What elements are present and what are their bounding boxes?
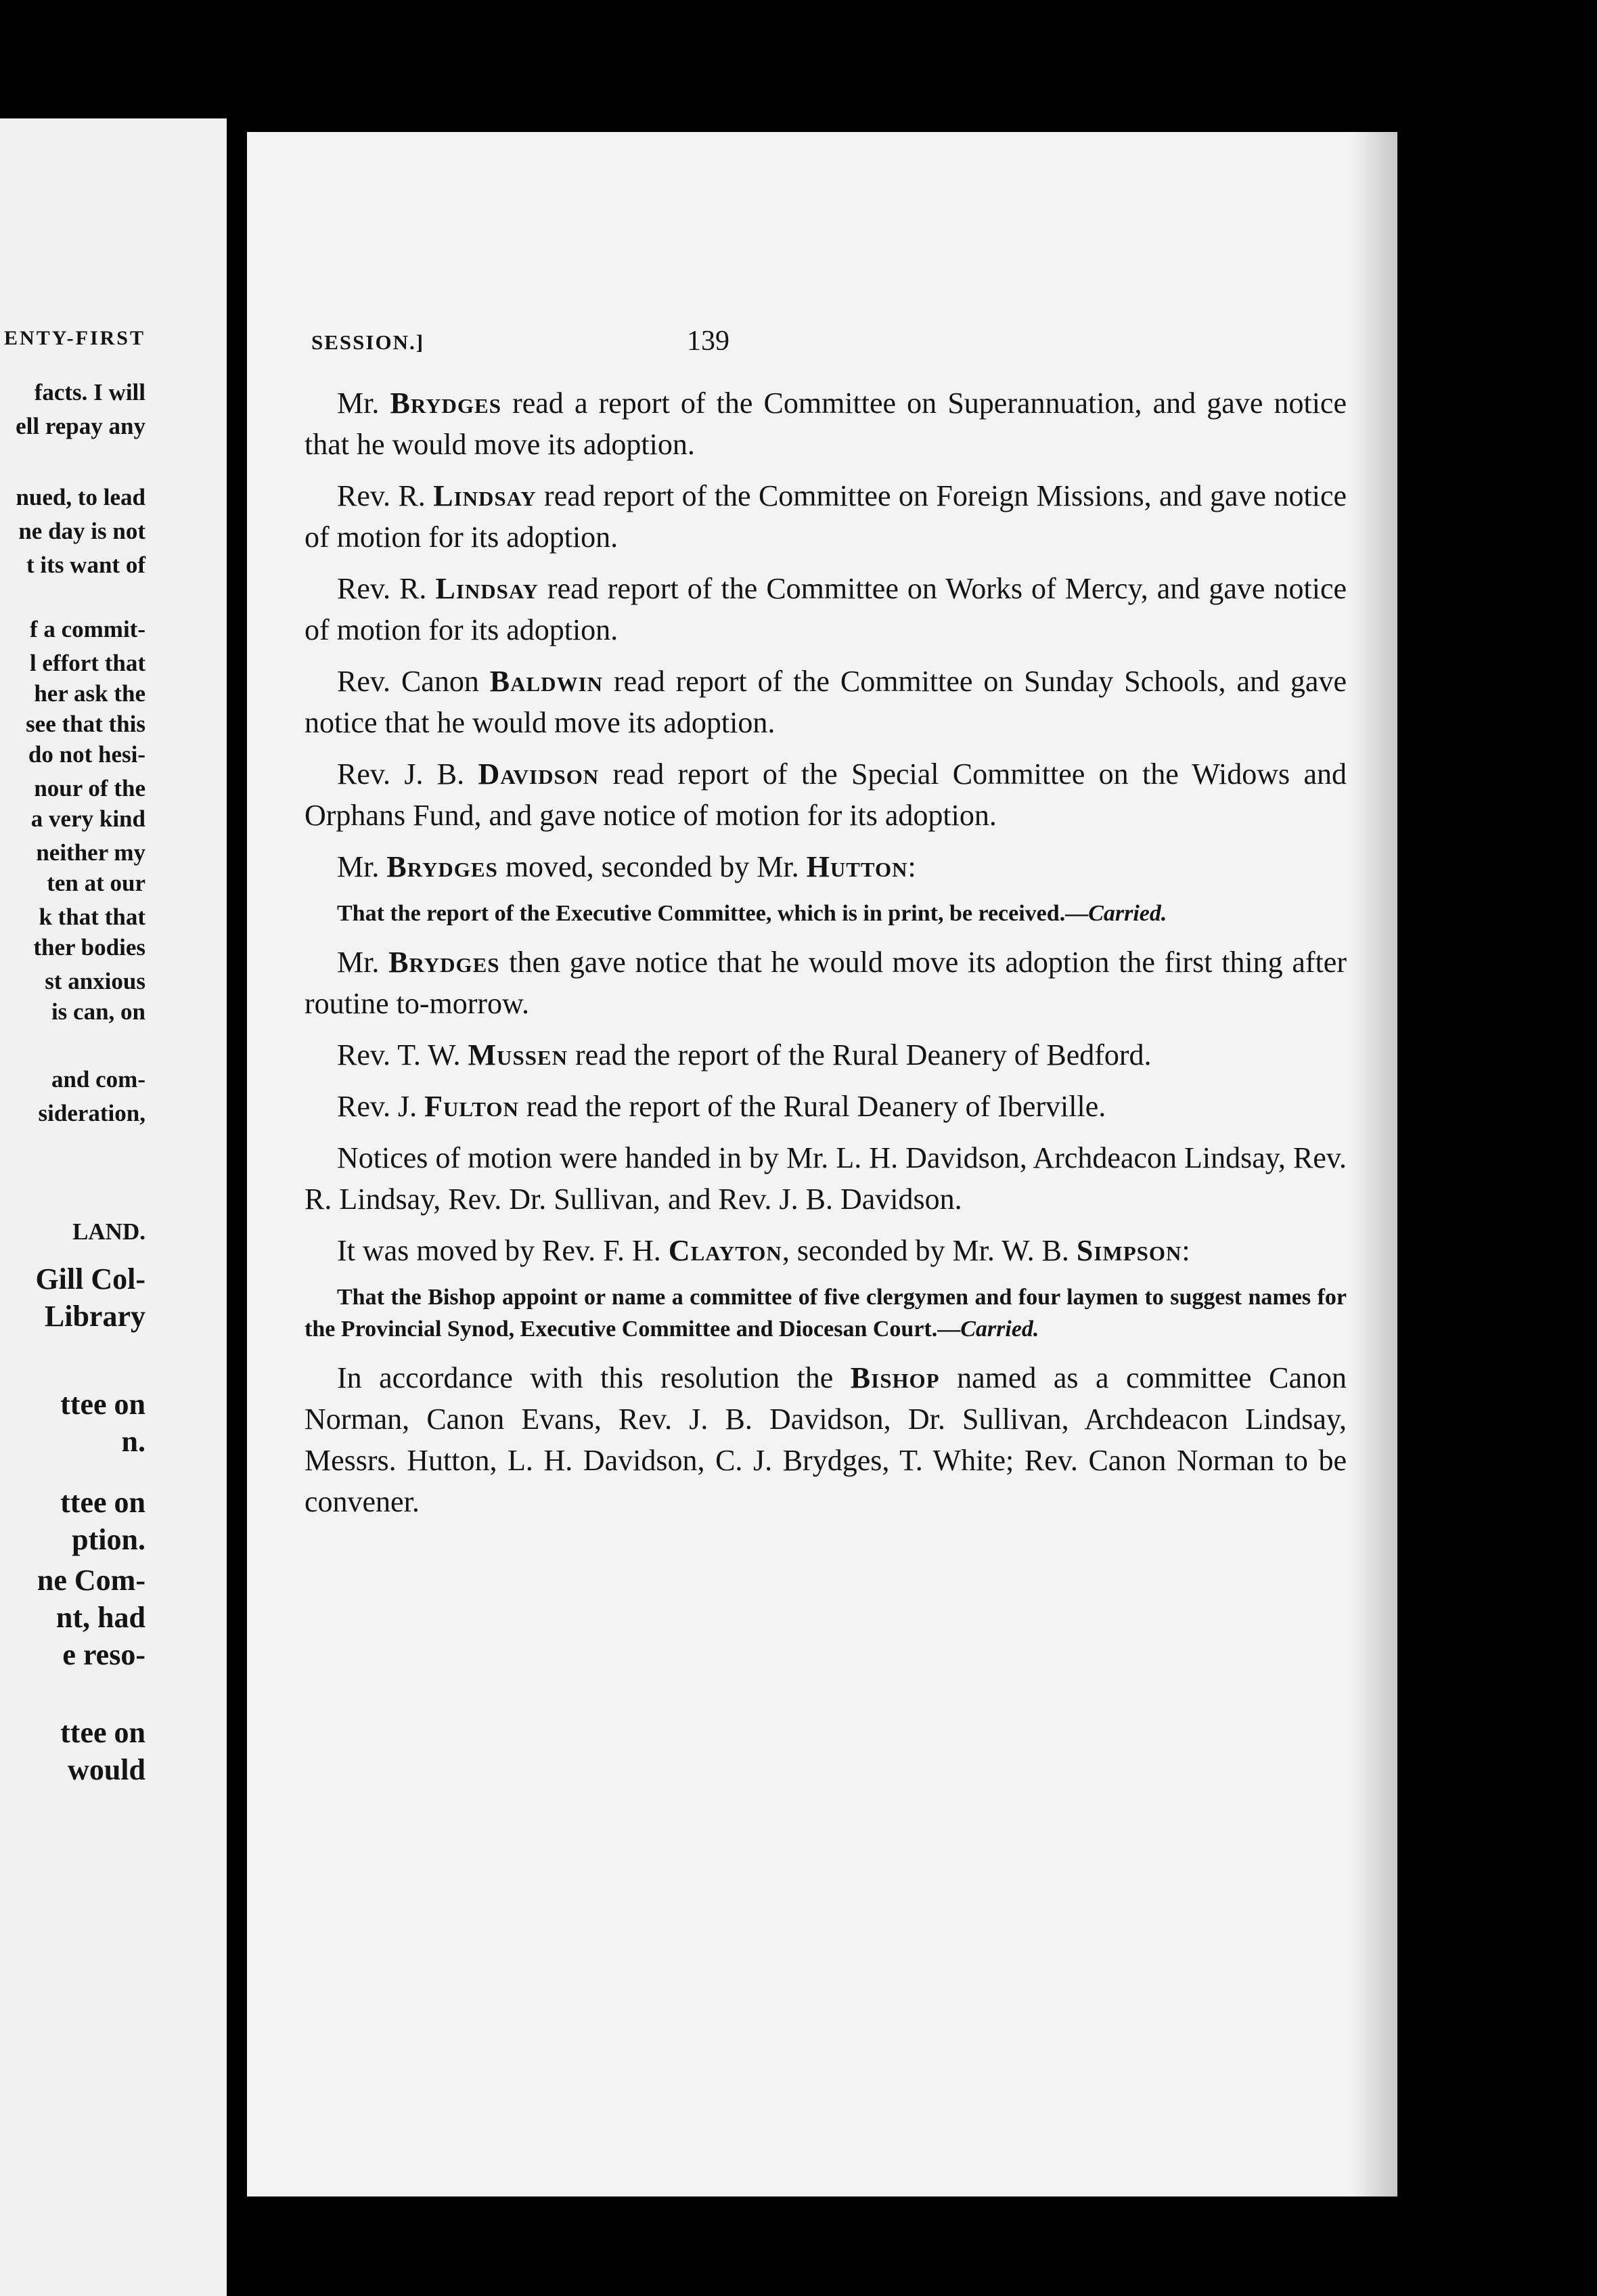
left-line: nued, to lead xyxy=(16,484,145,510)
left-line: t its want of xyxy=(26,552,145,578)
paragraph: Mr. Brydges then gave notice that he would move its adoption the first thing after routine to-morrow. xyxy=(305,946,1347,1020)
left-line: her ask the xyxy=(34,680,145,707)
left-line: ther bodies xyxy=(33,934,145,961)
paragraph: Mr. Brydges moved, seconded by Mr. Hutton: xyxy=(337,850,916,883)
left-line: Gill Col- xyxy=(35,1262,145,1296)
name-smallcaps: Baldwin xyxy=(489,665,604,698)
left-line: neither my xyxy=(36,839,145,866)
left-line: do not hesi- xyxy=(28,741,145,768)
name-smallcaps: Brydges xyxy=(390,387,501,420)
left-line: sideration, xyxy=(38,1100,145,1126)
paragraph: Mr. Brydges read a report of the Committee on Superannuation, and gave notice that he would move its adoption. xyxy=(305,387,1347,461)
name-smallcaps: Bishop xyxy=(850,1361,940,1394)
paragraph: Rev. R. Lindsay read report of the Committee on Works of Mercy, and gave notice of motion for its adoption. xyxy=(305,572,1347,646)
paragraph: Rev. T. W. Mussen read the report of the Rural Deanery of Bedford. xyxy=(337,1038,1152,1072)
left-line: is can, on xyxy=(51,998,145,1025)
paragraph: Rev. R. Lindsay read report of the Committee on Foreign Missions, and gave notice of motion for its adoption. xyxy=(305,479,1347,554)
name-smallcaps: Brydges xyxy=(388,946,500,979)
left-line: ten at our xyxy=(47,870,145,896)
running-head: SESSION.] xyxy=(311,330,425,354)
left-line: facts. I will xyxy=(34,379,145,405)
left-line: ption. xyxy=(72,1523,145,1556)
left-line: nour of the xyxy=(34,775,145,801)
left-line: ell repay any xyxy=(16,413,145,439)
page-gutter xyxy=(227,118,247,2296)
left-line: a very kind xyxy=(30,805,145,832)
page-header xyxy=(311,325,1340,366)
paragraph: Notices of motion were handed in by Mr. L. H. Davidson, Archdeacon Lindsay, Rev. R. Lindsay, Rev. Dr. Sullivan, and Rev. J. B. Davidson. xyxy=(305,1141,1347,1216)
resolution-text: That the Bishop appoint or name a committee of five clergymen and four laymen to suggest names for the Provincial Synod, Executive Committee and Diocesan Court.—Carried. xyxy=(305,1285,1347,1342)
name-smallcaps: Mussen xyxy=(468,1038,568,1072)
previous-page xyxy=(0,118,227,2296)
name-smallcaps: Brydges xyxy=(386,850,498,883)
left-line: ENTY-FIRST xyxy=(4,327,145,349)
name-smallcaps: Lindsay xyxy=(435,572,539,605)
current-page xyxy=(247,132,1397,2196)
left-line: LAND. xyxy=(72,1218,145,1245)
left-line: l effort that xyxy=(29,650,145,676)
left-line: ttee on xyxy=(60,1486,145,1519)
left-line: n. xyxy=(121,1425,145,1458)
resolution-text: That the report of the Executive Committee, which is in print, be received.—Carried. xyxy=(337,901,1167,926)
left-line: ne Com- xyxy=(37,1564,145,1597)
left-line: see that this xyxy=(26,711,145,737)
carried-label: Carried. xyxy=(1088,901,1167,926)
page-number: 139 xyxy=(687,326,729,357)
left-line: and com- xyxy=(51,1066,145,1092)
paragraph: Rev. J. B. Davidson read report of the Special Committee on the Widows and Orphans Fund, and gave notice of motion for its adoption. xyxy=(305,757,1347,832)
left-line: Library xyxy=(44,1300,145,1333)
paragraph: It was moved by Rev. F. H. Clayton, seconded by Mr. W. B. Simpson: xyxy=(337,1234,1190,1267)
name-smallcaps: Fulton xyxy=(424,1090,519,1123)
name-smallcaps: Lindsay xyxy=(433,479,537,512)
left-line: nt, had xyxy=(55,1601,145,1634)
paragraph: Rev. Canon Baldwin read report of the Committee on Sunday Schools, and gave notice that he would move its adoption. xyxy=(305,665,1347,739)
name-smallcaps: Davidson xyxy=(478,757,600,791)
left-line: k that that xyxy=(39,904,145,930)
name-smallcaps: Hutton xyxy=(806,850,908,883)
carried-label: Carried. xyxy=(960,1317,1039,1342)
left-line: ne day is not xyxy=(18,518,145,544)
name-smallcaps: Simpson xyxy=(1076,1234,1182,1267)
left-line: ttee on xyxy=(60,1388,145,1421)
left-line: ttee on xyxy=(60,1716,145,1749)
left-line: would xyxy=(68,1753,145,1786)
left-line: f a commit- xyxy=(29,616,145,642)
name-smallcaps: Clayton xyxy=(668,1234,782,1267)
left-line: e reso- xyxy=(62,1638,145,1671)
left-line: st anxious xyxy=(45,968,145,994)
body-text xyxy=(305,382,1347,1532)
paragraph: Rev. J. Fulton read the report of the Rural Deanery of Iberville. xyxy=(337,1090,1106,1123)
paragraph: In accordance with this resolution the Bishop named as a committee Canon Norman, Canon Evans, Rev. J. B. Davidson, Dr. Sullivan, Archdeacon Lindsay, Messrs. Hutton, L. H. Davidson, C. J. Brydges, T. White; Rev. Canon Norman to be convener. xyxy=(305,1361,1347,1518)
